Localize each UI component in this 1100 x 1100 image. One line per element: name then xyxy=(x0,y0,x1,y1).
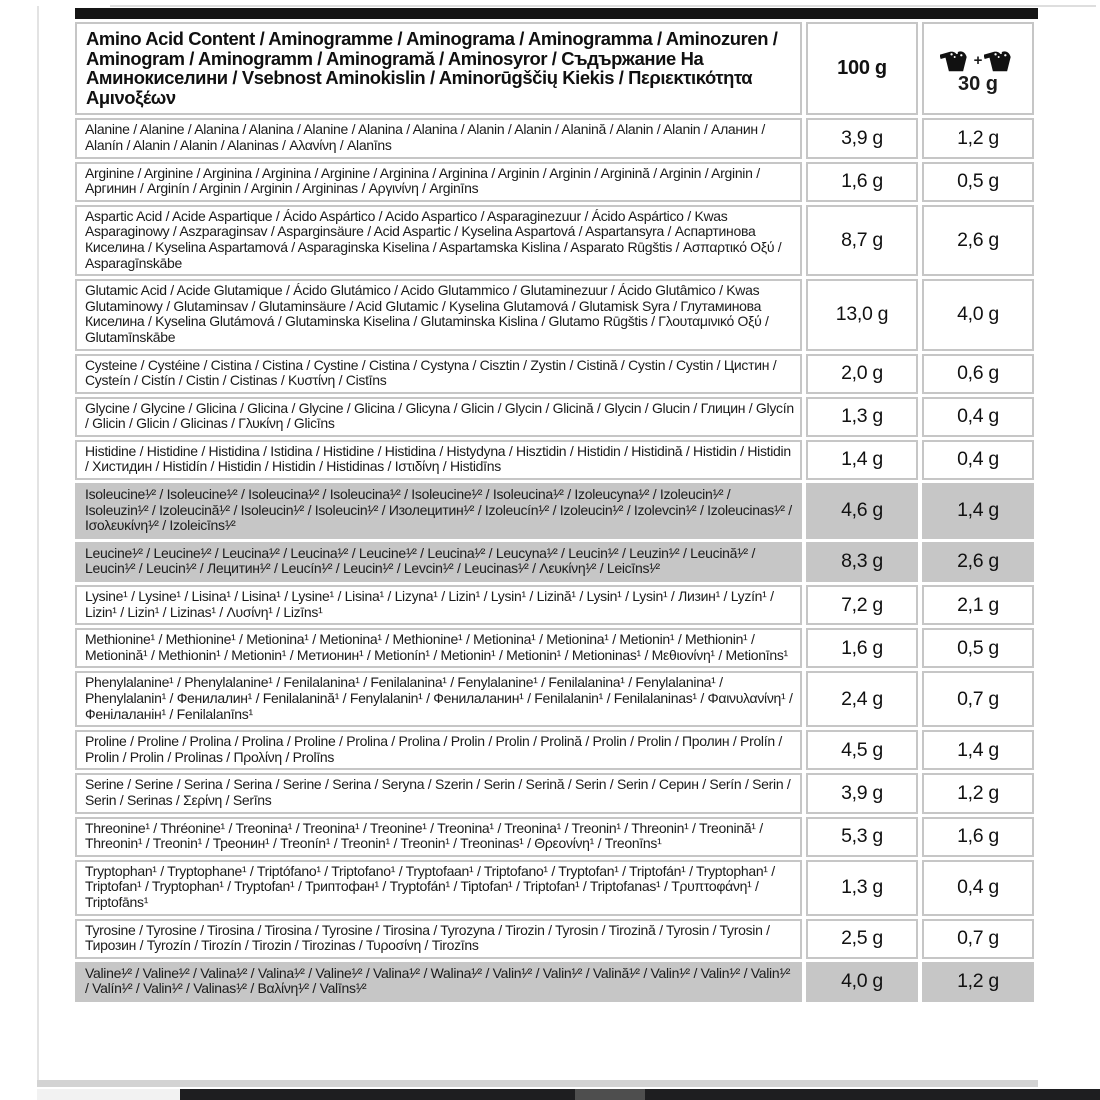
value-per-30g: 1,2 g xyxy=(922,962,1034,1002)
amino-acid-names: Cysteine / Cystéine / Cistina / Cistina / Cystine / Cistina / Cystyna / Cisztin / Zystin / Cistină / Cystin / Cystin / Цистин / Cysteín / Cistín / Cistin / Cistinas / Κυστίνη / Cistīns xyxy=(75,354,802,394)
photo-top-edge xyxy=(110,5,1096,7)
value-per-30g: 2,6 g xyxy=(922,542,1034,582)
value-per-30g: 2,1 g xyxy=(922,585,1034,625)
value-per-30g: 1,2 g xyxy=(922,118,1034,158)
value-per-30g: 0,6 g xyxy=(922,354,1034,394)
value-per-100g: 1,4 g xyxy=(806,440,918,480)
plus-sign: + xyxy=(973,52,983,70)
amino-acid-names: Leucine¹⁄² / Leucine¹⁄² / Leucina¹⁄² / Leucina¹⁄² / Leucine¹⁄² / Leucina¹⁄² / Leucyna¹⁄² / Leucin¹⁄² / Leuzin¹⁄² / Leucină¹⁄² / Leucin¹⁄² / Leucin¹⁄² / Лецитин¹⁄² / Leucín¹⁄² / Leucin¹⁄² / Levcin¹⁄² / Leucinas¹⁄² / Λευκίνη¹⁄² / Leicīns¹⁄² xyxy=(75,542,802,582)
value-per-100g: 7,2 g xyxy=(806,585,918,625)
value-per-30g: 0,4 g xyxy=(922,440,1034,480)
value-per-100g: 13,0 g xyxy=(806,279,918,350)
amino-acid-names: Methionine¹ / Methionine¹ / Metionina¹ / Metionina¹ / Methionine¹ / Metionina¹ / Metionina¹ / Metionin¹ / Methionin¹ / Metionină¹ / Methionin¹ / Metionin¹ / Метионин¹ / Metionín¹ / Metionin¹ / Metionin¹ / Metioninas¹ / Μεθιονίνη¹ / Metionīns¹ xyxy=(75,628,802,668)
value-per-100g: 1,6 g xyxy=(806,162,918,202)
value-per-100g: 3,9 g xyxy=(806,773,918,813)
measuring-scoop-icon xyxy=(940,48,972,74)
value-per-30g: 0,7 g xyxy=(922,671,1034,727)
value-per-30g: 1,4 g xyxy=(922,483,1034,539)
amino-acid-names: Threonine¹ / Thréonine¹ / Treonina¹ / Treonina¹ / Treonine¹ / Treonina¹ / Treonina¹ / Treonin¹ / Threonin¹ / Treonină¹ / Threonin¹ / Treonin¹ / Треонин¹ / Treonín¹ / Treonin¹ / Treonin¹ / Treoninas¹ / Θρεονίνη¹ / Treonīns¹ xyxy=(75,817,802,857)
table-top-black-bar xyxy=(75,8,1038,19)
label-bottom-edge xyxy=(37,1080,1038,1087)
value-per-30g: 1,4 g xyxy=(922,730,1034,770)
amino-acid-names: Valine¹⁄² / Valine¹⁄² / Valina¹⁄² / Valina¹⁄² / Valine¹⁄² / Valina¹⁄² / Walina¹⁄² / Valin¹⁄² / Valin¹⁄² / Valină¹⁄² / Valin¹⁄² / Valin¹⁄² / Valin¹⁄² / Valín¹⁄² / Valin¹⁄² / Valinas¹⁄² / Βαλίνη¹⁄² / Valīns¹⁄² xyxy=(75,962,802,1002)
value-per-30g: 1,6 g xyxy=(922,817,1034,857)
value-per-100g: 2,0 g xyxy=(806,354,918,394)
amino-acid-names: Arginine / Arginine / Arginina / Arginina / Arginine / Arginina / Arginina / Arginin / Arginin / Arginină / Arginin / Arginin / Аргинин / Arginín / Arginin / Arginin / Argininas / Αργινίνη / Arginīns xyxy=(75,162,802,202)
bottom-left-strip xyxy=(37,1089,180,1100)
value-per-100g: 4,0 g xyxy=(806,962,918,1002)
value-per-100g: 4,5 g xyxy=(806,730,918,770)
amino-acid-names: Glycine / Glycine / Glicina / Glicina / Glycine / Glicina / Glicyna / Glicin / Glycin / Glicină / Glycin / Glucin / Глицин / Glycín / Glicin / Glicin / Glicinas / Γλυκίνη / Glicīns xyxy=(75,397,802,437)
value-per-100g: 1,3 g xyxy=(806,860,918,916)
value-per-30g: 4,0 g xyxy=(922,279,1034,350)
value-per-100g: 2,4 g xyxy=(806,671,918,727)
value-per-30g: 0,5 g xyxy=(922,162,1034,202)
amino-acid-names: Aspartic Acid / Acide Aspartique / Ácido Aspártico / Acido Aspartico / Asparaginezuur / Ácido Aspártico / Kwas Asparaginowy / Aszparaginsav / Asparginsäure / Acid Aspartic / Kyselina Aspartová / Aspartansyra / Аспартинова Киселина / Kyselina Aspartamová / Asparaginska Kiselina / Aspartamska Kislina / Asparato Rūgštis / Ασπαρτικό Οξύ / Asparagīnskābe xyxy=(75,205,802,276)
value-per-30g: 0,7 g xyxy=(922,919,1034,959)
value-per-100g: 3,9 g xyxy=(806,118,918,158)
value-per-100g: 8,7 g xyxy=(806,205,918,276)
amino-acid-names: Tyrosine / Tyrosine / Tirosina / Tirosina / Tyrosine / Tirosina / Tyrozyna / Tirozin / Tyrosin / Tirozină / Tyrosin / Tyrosin / Тирозин / Tyrozín / Tirozín / Tirozin / Tirozinas / Τυροσίνη / Tirozīns xyxy=(75,919,802,959)
column-header-scoop xyxy=(922,22,1034,115)
amino-acid-names: Phenylalanine¹ / Phenylalanine¹ / Fenilalanina¹ / Fenilalanina¹ / Fenylalanine¹ / Fenilalanina¹ / Fenylalanina¹ / Phenylalanin¹ / Фенилалин¹ / Fenilalanină¹ / Fenylalanin¹ / Фенилаланин¹ / Fenilalanin¹ / Fenilalaninas¹ / Φαινυλανίνη¹ / Фенілаланін¹ / Fenilalanīns¹ xyxy=(75,671,802,727)
amino-acid-names: Isoleucine¹⁄² / Isoleucine¹⁄² / Isoleucina¹⁄² / Isoleucina¹⁄² / Isoleucine¹⁄² / Isoleucina¹⁄² / Izoleucyna¹⁄² / Izoleucin¹⁄² / Isoleuzin¹⁄² / Izoleucină¹⁄² / Isoleucin¹⁄² / Isoleucin¹⁄² / Изолецитин¹⁄² / Izoleucín¹⁄² / Izoleucin¹⁄² / Izolevcin¹⁄² / Izoleucinas¹⁄² / Ισολευκίνη¹⁄² / Izoleicīns¹⁄² xyxy=(75,483,802,539)
scoop-icons-line xyxy=(940,46,1017,76)
amino-acid-names: Serine / Serine / Serina / Serina / Serine / Serina / Seryna / Szerin / Serin / Serină / Serin / Serin / Серин / Serín / Serin / Serin / Serinas / Σερίνη / Serīns xyxy=(75,773,802,813)
value-per-30g: 1,2 g xyxy=(922,773,1034,813)
column-header-100g: 100 g xyxy=(806,22,918,115)
photo-left-edge xyxy=(37,6,39,1082)
amino-acid-table xyxy=(75,22,1038,1002)
value-per-100g: 8,3 g xyxy=(806,542,918,582)
amino-acid-names: Lysine¹ / Lysine¹ / Lisina¹ / Lisina¹ / Lysine¹ / Lisina¹ / Lizyna¹ / Lizin¹ / Lysin¹ / Lizină¹ / Lysin¹ / Lysin¹ / Лизин¹ / Lyzín¹ / Lizin¹ / Lizin¹ / Lizinas¹ / Λυσίνη¹ / Lizīns¹ xyxy=(75,585,802,625)
amino-acid-names: Tryptophan¹ / Tryptophane¹ / Triptófano¹ / Triptofano¹ / Tryptofaan¹ / Triptofano¹ / Tryptofan¹ / Triptofán¹ / Tryptophan¹ / Triptofan¹ / Tryptophan¹ / Tryptofan¹ / Триптофан¹ / Tryptofán¹ / Tiptofan¹ / Triptofan¹ / Triptofanas¹ / Τρυπτοφάνη¹ / Triptofāns¹ xyxy=(75,860,802,916)
amino-acid-names: Glutamic Acid / Acide Glutamique / Ácido Glutámico / Acido Glutammico / Glutaminezuur / Ácido Glutâmico / Kwas Glutaminowy / Glutaminsav / Glutaminsäure / Acid Glutamic / Kyselina Glutamová / Glutamisk Syra / Глутаминова Киселина / Kyselina Glutámová / Glutaminska Kiselina / Glutaminska Kislina / Glutamo Rūgštis / Γλουταμινικό Οξύ / Glutamīnskābe xyxy=(75,279,802,350)
value-per-100g: 1,6 g xyxy=(806,628,918,668)
amino-acid-names: Proline / Proline / Prolina / Prolina / Proline / Prolina / Prolina / Prolin / Prolin / Prolină / Prolin / Prolin / Пролин / Prolín / Prolin / Prolin / Prolinas / Προλίνη / Prolīns xyxy=(75,730,802,770)
value-per-30g: 0,4 g xyxy=(922,860,1034,916)
value-per-100g: 2,5 g xyxy=(806,919,918,959)
value-per-100g: 4,6 g xyxy=(806,483,918,539)
value-per-100g: 1,3 g xyxy=(806,397,918,437)
table-title: Amino Acid Content / Aminogramme / Aminograma / Aminogramma / Aminozuren / Aminogram / Aminogramm / Aminogramă / Aminosyror / Съдържание На Аминокиселини / Vsebnost Aminokislin / Aminorūgščių Kiekis / Περιεκτικότητα Αμινοξέων xyxy=(75,22,802,115)
value-per-100g: 5,3 g xyxy=(806,817,918,857)
bottom-photo-bar-segment xyxy=(575,1089,645,1100)
measuring-scoop-icon xyxy=(984,48,1016,74)
column-header-30g: 30 g xyxy=(957,72,999,95)
value-per-30g: 2,6 g xyxy=(922,205,1034,276)
value-per-30g: 0,4 g xyxy=(922,397,1034,437)
amino-acid-names: Alanine / Alanine / Alanina / Alanina / Alanine / Alanina / Alanina / Alanin / Alanin / Alanină / Alanin / Alanin / Аланин / Alanín / Alanin / Alanin / Alaninas / Αλανίνη / Alanīns xyxy=(75,118,802,158)
amino-acid-label xyxy=(75,8,1038,1002)
value-per-30g: 0,5 g xyxy=(922,628,1034,668)
amino-acid-names: Histidine / Histidine / Histidina / Istidina / Histidine / Histidina / Histydyna / Hisztidin / Histidin / Histidină / Histidin / Histidin / Хистидин / Histidín / Histidin / Histidin / Histidinas / Ιστιδίνη / Histidīns xyxy=(75,440,802,480)
